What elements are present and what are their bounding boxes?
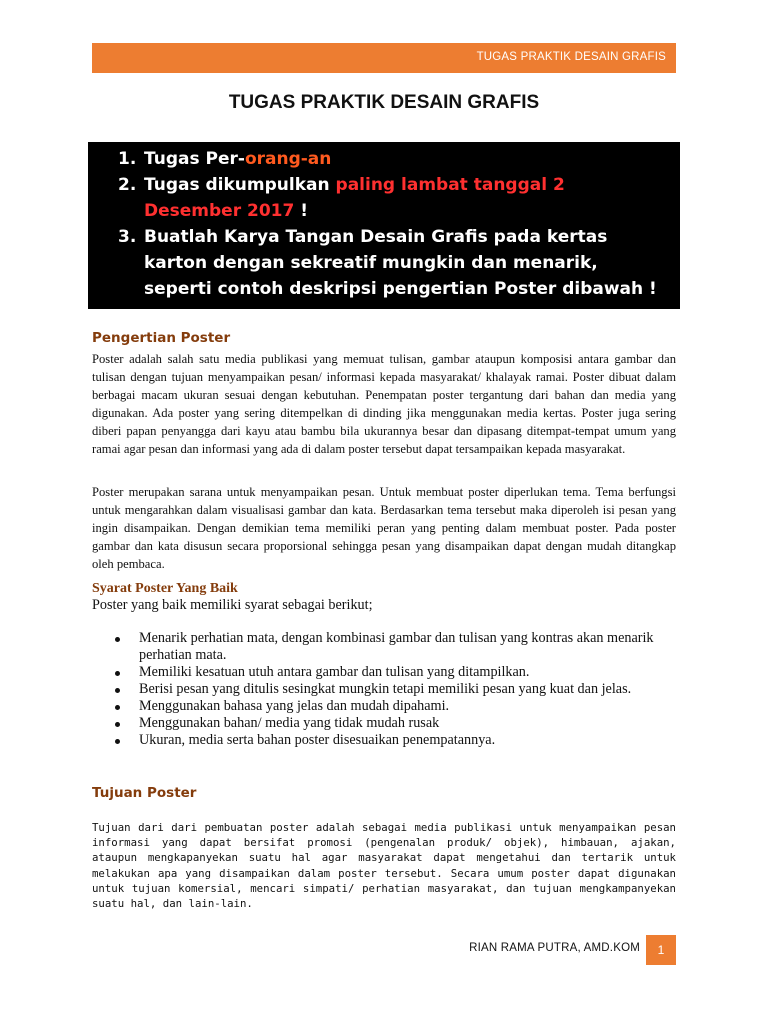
- page-number: 1: [646, 935, 676, 965]
- task-item: [118, 146, 666, 172]
- header-text: TUGAS PRAKTIK DESAIN GRAFIS: [476, 51, 666, 63]
- bullet-icon: [115, 739, 120, 744]
- task-box: [88, 142, 680, 309]
- task-number: 3.: [118, 227, 137, 247]
- list-item: Memiliki kesatuan utuh antara gambar dan tulisan yang ditampilkan.: [92, 664, 662, 681]
- section-heading-syarat: Syarat Poster Yang Baik: [92, 581, 238, 596]
- syarat-intro: Poster yang baik memiliki syarat sebagai berikut;: [92, 597, 373, 613]
- task-text: Tugas Per-: [144, 149, 245, 169]
- list-item: Menarik perhatian mata, dengan kombinasi gambar dan tulisan yang kontras akan menarik perhatian mata.: [92, 630, 662, 664]
- footer-author: RIAN RAMA PUTRA, AMD.KOM: [469, 942, 640, 954]
- bullet-icon: [115, 688, 120, 693]
- task-text: Buatlah Karya Tangan Desain Grafis pada kertas karton dengan sekreatif mungkin dan menarik, seperti contoh deskripsi pengertian Poster dibawah !: [144, 227, 657, 299]
- bullet-icon: [115, 705, 120, 710]
- task-text: Tugas dikumpulkan: [144, 175, 336, 195]
- paragraph-tujuan: Tujuan dari dari pembuatan poster adalah sebagai media publikasi untuk menyampaikan pesan informasi yang dapat bersifat promosi (pengenalan produk/ objek), himbauan, ajakan, ataupun mengkapanyekan suatu hal agar masyarakat dapat mengetahui dan tertarik untuk melakukan apa yang disampaikan dalam poster tersebut. Secara umum poster dapat digunakan untuk tujuan komersial, mencari simpati/ perhatian masyarakat, dan tujuan mengkampanyekan suatu hal, dan lain-lain.: [92, 821, 676, 911]
- list-item: Menggunakan bahan/ media yang tidak mudah rusak: [92, 715, 662, 732]
- task-suffix: !: [294, 201, 308, 221]
- bullet-icon: [115, 722, 120, 727]
- list-item: Menggunakan bahasa yang jelas dan mudah dipahami.: [92, 698, 662, 715]
- bullet-icon: [115, 637, 120, 642]
- bullet-icon: [115, 671, 120, 676]
- header-bar: [92, 43, 676, 73]
- list-item: Ukuran, media serta bahan poster disesuaikan penempatannya.: [92, 732, 662, 749]
- task-list: [118, 146, 666, 302]
- section-heading-pengertian: Pengertian Poster: [92, 330, 231, 346]
- task-highlight: orang-an: [244, 149, 332, 169]
- paragraph-pengertian-1: Poster adalah salah satu media publikasi yang memuat tulisan, gambar ataupun komposisi antara gambar dan tulisan dengan tujuan menyampaikan pesan/ informasi kepada masyarakat/ khalayak ramai. Poster dibuat dalam berbagai macam ukuran sesuai dengan kebutuhan. Penempatan poster tergantung dari bahan dan media yang digunakan. Ada poster yang sering ditempelkan di dinding jika menggunakan media kertas. Poster juga sering diberi papan penyangga dari kayu atau bambu bila ukurannya besar dan dipasang ditempat-tempat umum yang ramai agar pesan dan informasi yang ada di dalam poster tersebut dapat tersampaikan kepada masyarakat.: [92, 352, 676, 456]
- task-item: [118, 224, 666, 302]
- task-highlight: paling lambat tanggal 2 Desember 2017: [144, 175, 565, 221]
- syarat-list: [92, 630, 662, 749]
- section-heading-tujuan: Tujuan Poster: [92, 785, 197, 801]
- task-number: 2.: [118, 175, 137, 195]
- document-title: TUGAS PRAKTIK DESAIN GRAFIS: [228, 92, 540, 113]
- task-number: 1.: [118, 149, 137, 169]
- task-item: [118, 172, 666, 224]
- paragraph-pengertian-2: Poster merupakan sarana untuk menyampaikan pesan. Untuk membuat poster diperlukan tema. Tema berfungsi untuk mengarahkan dalam visualisasi gambar dan kata. Berdasarkan tema tersebut maka diperoleh isi pesan yang ingin disampaikan. Dengan demikian tema memiliki peran yang penting dalam membuat poster. Pada poster gambar dan kata disusun secara proporsional sehingga pesan yang disampaikan dapat dengan mudah ditangkap oleh pembaca.: [92, 485, 676, 571]
- list-item: Berisi pesan yang ditulis sesingkat mungkin tetapi memiliki pesan yang kuat dan jelas.: [92, 681, 662, 698]
